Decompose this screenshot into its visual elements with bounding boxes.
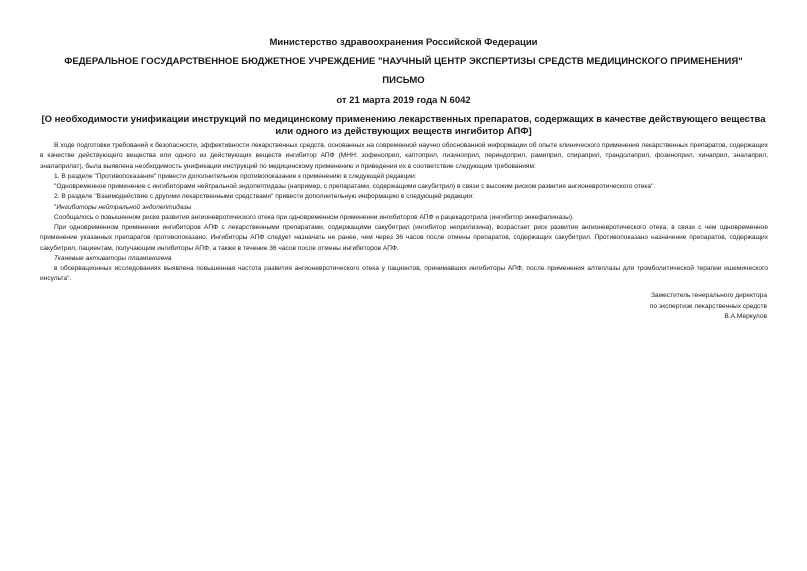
ministry-title: Министерство здравоохранения Российской Федерации — [269, 37, 538, 48]
paragraph-contraindication-text: "Одновременное применение с ингибиторами нейтральной эндопептидазы (например, с препаратами, содержащими сакубитрил) в связи с высоким риском развития ангионевротического отека". — [54, 183, 656, 190]
paragraph-intro: В ходе подготовки требований к безопасности, эффективности лекарственных средств, основанных на современной научно обоснованной информации об опыте клинического применения лекарственных препаратов, содержащих в качестве действующего вещества или одного из действующих веществ ингибитор АПФ (МНН: зофеноприл, каптоприл, лизиноприл, периндоприл, рамиприл, спираприл, трандолаприл, фозиноприл, хинаприл, эналаприл, эналаприлат), была выявлена необходимость унификации инструкций по медицинскому применению и приведения их в соответствие следующим требованиям: — [40, 142, 768, 170]
subheading-plasminogen-activators: Тканевые активаторы плазминогена — [54, 254, 172, 262]
signature-position: Заместитель генерального директора — [650, 292, 767, 299]
paragraph-item-1: 1. В разделе "Противопоказания" привести дополнительное противопоказание к применению в следующей редакции: — [54, 172, 417, 180]
document-subject: [О необходимости унификации инструкций по медицинскому применению лекарственных препаратов, содержащих в качестве действующего вещества или одного из действующих веществ ингибитор АПФ] — [41, 114, 766, 137]
quote-mark: " — [54, 203, 57, 211]
document-date-number: от 21 марта 2019 года N 6042 — [336, 95, 471, 106]
paragraph-alteplase: в обсервационных исследованиях выявлена повышенная частота развития ангионевротического отека у пациентов, принимавших ингибиторы АПФ, после применения алтеплазы для тромболитической терапии ишемического инсульта". — [40, 265, 768, 283]
signature-block — [547, 291, 767, 323]
paragraph-sacubitril: При одновременном применении ингибиторов АПФ с лекарственными препаратами, содержащими сакубитрил (ингибитор неприлизина), возрастает риск развития ангионевротического отека, в связи с чем одновременное применение указанных препаратов противопоказано. Ингибиторы АПФ следует назначать не ранее, чем через 36 часов после отмены препаратов, содержащих сакубитрил. Противопоказано назначение препаратов, содержащих сакубитрил, пациентам, получающим ингибиторы АПФ, а также в течение 36 часов после отмены ингибиторов АПФ. — [40, 224, 768, 252]
subheading-nep-inhibitors: Ингибиторы нейтральной эндопептидазы — [56, 203, 192, 211]
paragraph-item-2: 2. В разделе "Взаимодействие с другими лекарственными средствами" привести дополнительную информацию в следующей редакции: — [54, 193, 474, 201]
signature-department: по экспертизе лекарственных средств — [649, 302, 767, 310]
paragraph-subheading-nep — [40, 203, 768, 213]
document-type: ПИСЬМО — [382, 75, 425, 86]
signature-name: В.А.Меркулов — [724, 313, 767, 320]
institution-title: ФЕДЕРАЛЬНОЕ ГОСУДАРСТВЕННОЕ БЮДЖЕТНОЕ УЧРЕЖДЕНИЕ "НАУЧНЫЙ ЦЕНТР ЭКСПЕРТИЗЫ СРЕДСТВ МЕДИЦИНСКОГО ПРИМЕНЕНИЯ" — [64, 56, 743, 67]
document-body — [40, 141, 768, 285]
paragraph-racecadotril: Сообщалось о повышенном риске развития ангионевротического отека при одновременном применении ингибиторов АПФ и рацекадотрила (ингибитор энкефалиназы). — [54, 213, 574, 221]
